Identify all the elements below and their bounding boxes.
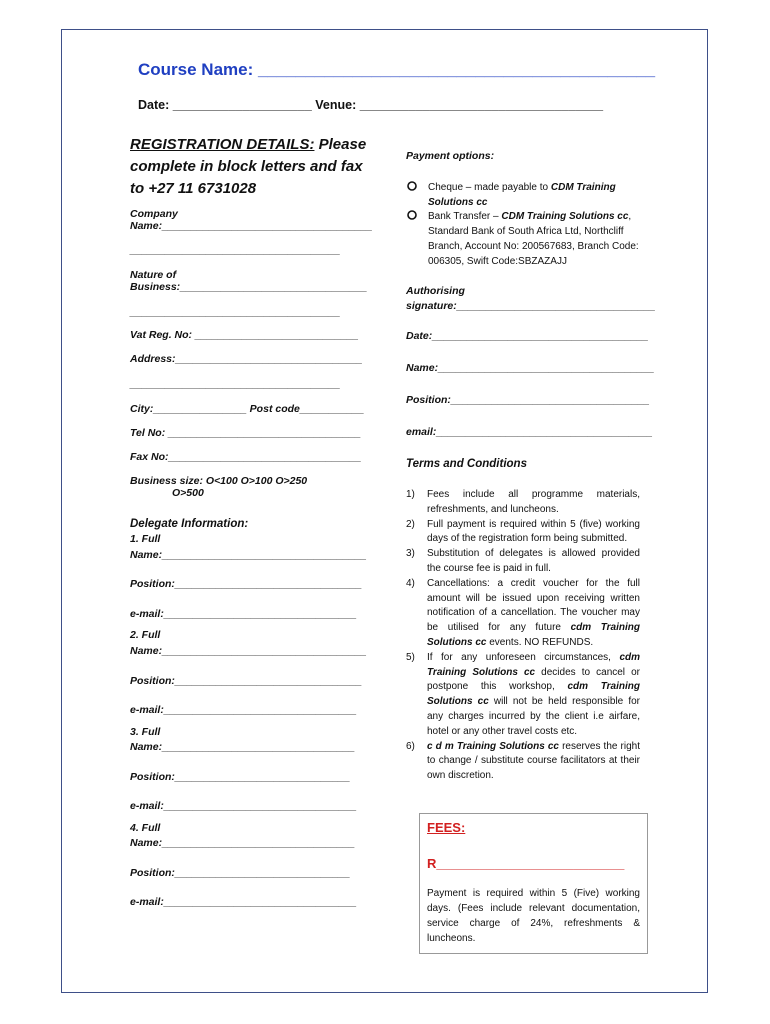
- terms-item: [406, 740, 640, 784]
- payment-email-field[interactable]: email:_____________________________________: [406, 426, 653, 438]
- terms-company-name: c d m Training Solutions cc: [427, 740, 559, 752]
- fees-note: Payment is required within 5 (Five) working days. (Fees include relevant documentation, service charge of 24%, refreshments & luncheons.: [427, 888, 640, 944]
- fax-field[interactable]: Fax No:_________________________________: [130, 451, 362, 463]
- payment-name-field[interactable]: Name:_____________________________________: [406, 362, 655, 374]
- payment-position-field[interactable]: Position:__________________________________: [406, 394, 650, 406]
- cheque-option-text: Cheque – made payable to: [428, 182, 551, 193]
- terms-title: Terms and Conditions: [406, 458, 527, 470]
- terms-item-text-mid: decides to cancel or postpone this workshop,: [427, 666, 640, 693]
- delegate-2-position-field[interactable]: Position:________________________________: [130, 675, 362, 687]
- delegate-2-label: 2. Full: [130, 629, 161, 641]
- fees-label: FEES:: [427, 820, 466, 835]
- authorising-label: Authorising: [406, 285, 465, 297]
- delegate-1-position-field[interactable]: Position:________________________________: [130, 578, 362, 590]
- bank-transfer-payee: CDM Training Solutions cc: [501, 211, 629, 222]
- delegate-1-name-field[interactable]: Name:___________________________________: [130, 549, 367, 561]
- delegate-2-name-field[interactable]: Name:___________________________________: [130, 645, 367, 657]
- terms-item: [406, 547, 640, 577]
- business-size-options[interactable]: Business size: O<100 O>100 O>250: [130, 475, 308, 487]
- delegate-4-position-field[interactable]: Position:______________________________: [130, 867, 351, 879]
- delegate-3-email-field[interactable]: e-mail:_________________________________: [130, 800, 357, 812]
- delegate-3-name-field[interactable]: Name:_________________________________: [130, 741, 355, 753]
- registration-heading: [130, 134, 370, 200]
- bank-transfer-details: , Standard Bank of South Africa Ltd, Northcliff Branch, Account No: 200567683, Branch Code: 006305, Swift Code:SBZAZAJJ: [428, 211, 639, 267]
- terms-item-text: Cancellations: a credit voucher for the full amount will be issued upon receiving written notification of a cancellation. The voucher may be utilised for any future: [427, 577, 640, 634]
- terms-item: [406, 651, 640, 740]
- terms-item: [406, 488, 640, 518]
- company-name-extra-line[interactable]: ____________________________________: [130, 244, 341, 256]
- delegate-4-label: 4. Full: [130, 822, 161, 834]
- fees-amount-field[interactable]: R__________________________: [427, 856, 625, 871]
- cheque-option: [428, 180, 643, 210]
- city-postcode-field[interactable]: City:________________ Post code___________: [130, 403, 365, 415]
- bank-transfer-text: Bank Transfer –: [428, 211, 502, 222]
- delegate-4-name-field[interactable]: Name:_________________________________: [130, 837, 355, 849]
- registration-heading-label: REGISTRATION DETAILS:: [130, 136, 315, 153]
- terms-company-name: cdm Training Solutions cc: [427, 622, 640, 648]
- terms-item-number: 4): [406, 577, 415, 589]
- nature-extra-line[interactable]: ____________________________________: [130, 306, 341, 318]
- date-venue-field[interactable]: Date: ____________________ Venue: ___________________________________: [138, 98, 604, 112]
- terms-item-number: 6): [406, 740, 415, 752]
- cheque-payee: CDM Training Solutions cc: [428, 182, 616, 208]
- terms-item-number: 2): [406, 518, 415, 530]
- terms-item-number: 5): [406, 651, 415, 663]
- terms-item: [406, 518, 640, 548]
- delegate-2-email-field[interactable]: e-mail:_________________________________: [130, 704, 357, 716]
- business-size-option-500[interactable]: O>500: [172, 487, 204, 499]
- delegate-4-email-field[interactable]: e-mail:_________________________________: [130, 896, 357, 908]
- nature-label: Nature of: [130, 269, 177, 281]
- delegate-1-email-field[interactable]: e-mail:_________________________________: [130, 608, 357, 620]
- delegate-3-position-field[interactable]: Position:______________________________: [130, 771, 351, 783]
- payment-options-title: Payment options:: [406, 150, 495, 162]
- company-name-field[interactable]: Name:____________________________________: [130, 220, 373, 232]
- terms-company-name: cdm Training Solutions cc: [427, 651, 640, 678]
- terms-item-text: If for any unforeseen circumstances,: [427, 651, 620, 663]
- terms-list: [406, 488, 640, 784]
- delegate-1-label: 1. Full: [130, 533, 161, 545]
- company-label: Company: [130, 208, 178, 220]
- terms-company-name-2: cdm Training Solutions cc: [427, 681, 640, 708]
- terms-item-text: Substitution of delegates is allowed provided the course fee is paid in full.: [427, 548, 640, 574]
- registration-heading-instructions: Please complete in block letters and fax to +27 11 6731028: [130, 136, 367, 197]
- terms-item-number: 1): [406, 489, 415, 500]
- authorising-signature-field[interactable]: signature:__________________________________: [406, 300, 656, 312]
- delegate-3-label: 3. Full: [130, 726, 161, 738]
- payment-date-field[interactable]: Date:_____________________________________: [406, 330, 649, 342]
- bank-transfer-bullet-icon: [406, 209, 418, 224]
- vat-reg-field[interactable]: Vat Reg. No: ____________________________: [130, 329, 359, 341]
- address-field[interactable]: Address:________________________________: [130, 353, 363, 365]
- terms-item-text-end: will not be held responsible for any charges incurred by the client i.e airfare, hotel or any other travel costs etc.: [427, 696, 640, 737]
- cheque-bullet-icon: [406, 180, 418, 195]
- delegate-heading: Delegate Information:: [130, 518, 249, 530]
- terms-item-text-end: events. NO REFUNDS.: [486, 636, 594, 648]
- terms-item-text: Fees include all programme materials, refreshments, and luncheons.: [427, 489, 640, 515]
- terms-item-text-end: reserves the right to change / substitute course facilitators at their own discretion.: [427, 740, 640, 782]
- terms-item-number: 3): [406, 548, 415, 560]
- terms-item: [406, 577, 640, 651]
- course-name-field[interactable]: Course Name: __________________________________________: [138, 60, 656, 79]
- bank-transfer-option: [428, 209, 643, 269]
- terms-item-text: Full payment is required within 5 (five) working days of the registration form being submitted.: [427, 518, 640, 545]
- nature-of-business-field[interactable]: Business:________________________________: [130, 281, 368, 293]
- tel-field[interactable]: Tel No: _________________________________: [130, 427, 361, 439]
- address-extra-line[interactable]: ____________________________________: [130, 378, 341, 390]
